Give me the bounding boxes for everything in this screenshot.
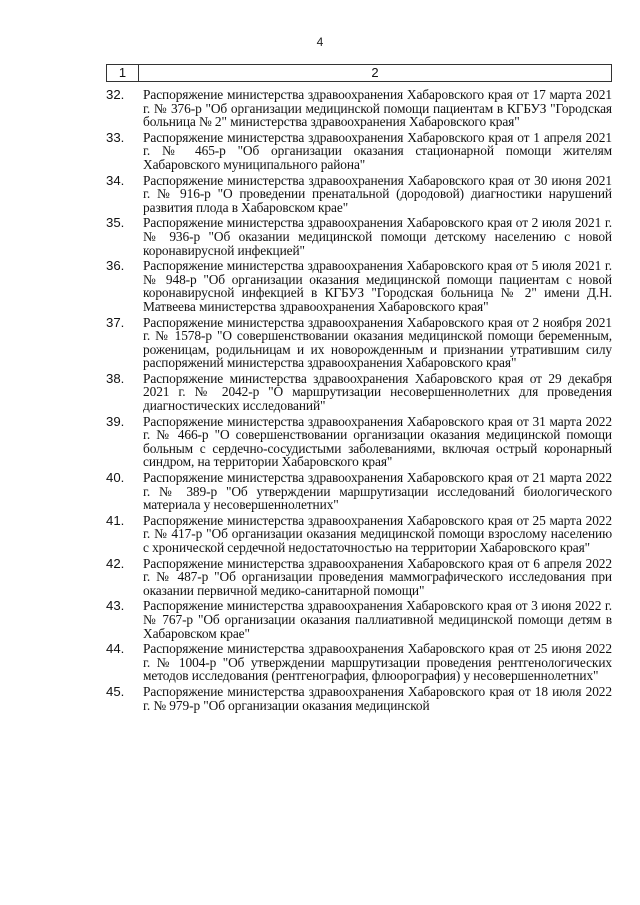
list-item-number: 42. [106, 555, 125, 571]
list-item-text: Распоряжение министерства здравоохранения Хабаровского края от 2 июля 2021 г. № 936-р "Об оказании медицинской помощи детскому населению с новой коронавирусной инфекцией" [143, 215, 612, 258]
list-item-text: Распоряжение министерства здравоохранения Хабаровского края от 17 марта 2021 г. № 376-р "Об организации медицинской помощи пациентам в КГБУЗ "Городская больница № 2" министерства здравоохранения Хабаровского края" [143, 87, 612, 130]
table-header [106, 64, 612, 82]
list-item [106, 131, 612, 172]
list-item [106, 471, 612, 512]
list-item [106, 88, 612, 129]
list-item-text: Распоряжение министерства здравоохранения Хабаровского края от 18 июля 2022 г. № 979-р "Об организации оказания медицинской [143, 683, 612, 713]
list-item [106, 599, 612, 640]
list-item-number: 41. [106, 512, 125, 528]
list-item-number: 34. [106, 172, 125, 188]
list-item [106, 685, 612, 712]
list-item [106, 415, 612, 469]
list-item-text: Распоряжение министерства здравоохранения Хабаровского края от 1 апреля 2021 г. № 465-р "Об организации оказания стационарной помощи жителям Хабаровского муниципального района" [143, 129, 612, 172]
table-header-col2: 2 [371, 65, 379, 80]
list-item-text: Распоряжение министерства здравоохранения Хабаровского края от 6 апреля 2022 г. № 487-р "Об организации проведения маммографического исследования при оказании первичной медико-санитарной помощи" [143, 555, 612, 598]
list-item [106, 316, 612, 370]
list-item-number: 36. [106, 258, 125, 274]
table-header-col1: 1 [107, 65, 139, 81]
list-item-number: 35. [106, 215, 125, 231]
list-item [106, 216, 612, 257]
list-item-number: 43. [106, 598, 125, 614]
list-item-text: Распоряжение министерства здравоохранения Хабаровского края от 5 июля 2021 г. № 948-р "Об организации оказания медицинской помощи пациентам с новой коронавирусной инфекцией в КГБУЗ "Городская больница № 2" имени Д.Н. Матвеева министерства здравоохранения Хабаровского края" [143, 258, 612, 314]
list-item [106, 514, 612, 555]
list-item-number: 32. [106, 87, 125, 102]
page-number: 4 [316, 35, 324, 49]
list-item-text: Распоряжение министерства здравоохранения Хабаровского края от 21 марта 2022 г. № 389-р "Об утверждении маршрутизации исследований биологического материала у несовершеннолетних" [143, 470, 612, 513]
list-item-text: Распоряжение министерства здравоохранения Хабаровского края от 3 июня 2022 г. № 767-р "Об организации оказания паллиативной медицинской помощи детям в Хабаровском крае" [143, 598, 612, 641]
list-item-text: Распоряжение министерства здравоохранения Хабаровского края от 25 июня 2022 г. № 1004-р "Об утверждении маршрутизации проведения рентгенологических методов исследования (рентгенография, флюорография) у несовершеннолетних" [143, 641, 612, 684]
list-item [106, 259, 612, 313]
list-item-number: 33. [106, 129, 125, 145]
list-item-text: Распоряжение министерства здравоохранения Хабаровского края от 31 марта 2022 г. № 466-р "О совершенствовании организации оказания медицинской помощи больным с сердечно-сосудистыми заболеваниями, включая острый коронарный синдром, на территории Хабаровского края" [143, 413, 612, 470]
list-item-text: Распоряжение министерства здравоохранения Хабаровского края от 29 декабря 2021 г. № 2042-р "О маршрутизации несовершеннолетних для проведения диагностических исследований" [143, 370, 612, 414]
list-item-number: 44. [106, 641, 125, 657]
list-item [106, 557, 612, 598]
list-item-text: Распоряжение министерства здравоохранения Хабаровского края от 2 ноября 2021 г. № 1578-р "О совершенствовании оказания медицинской помощи беременным, роженицам, родильницам и их новорожденным и признании утратившим силу распоряжений министерства здравоохранения Хабаровского края" [143, 314, 612, 371]
list-item-number: 39. [106, 413, 125, 429]
list-item-number: 37. [106, 314, 125, 330]
list-item-number: 38. [106, 370, 125, 386]
list-item [106, 372, 612, 413]
document-list [106, 88, 612, 714]
list-item-text: Распоряжение министерства здравоохранения Хабаровского края от 25 марта 2022 г. № 417-р "Об организации оказания медицинской помощи взрослому населению с хронической сердечной недостаточностью на территории Хабаровского края" [143, 512, 612, 555]
list-item [106, 642, 612, 683]
list-item-text: Распоряжение министерства здравоохранения Хабаровского края от 30 июня 2021 г. № 916-р "О проведении пренатальной (дородовой) диагностики нарушений развития плода в Хабаровском крае" [143, 172, 612, 215]
list-item [106, 174, 612, 215]
list-item-number: 40. [106, 470, 125, 486]
list-item-number: 45. [106, 683, 125, 699]
